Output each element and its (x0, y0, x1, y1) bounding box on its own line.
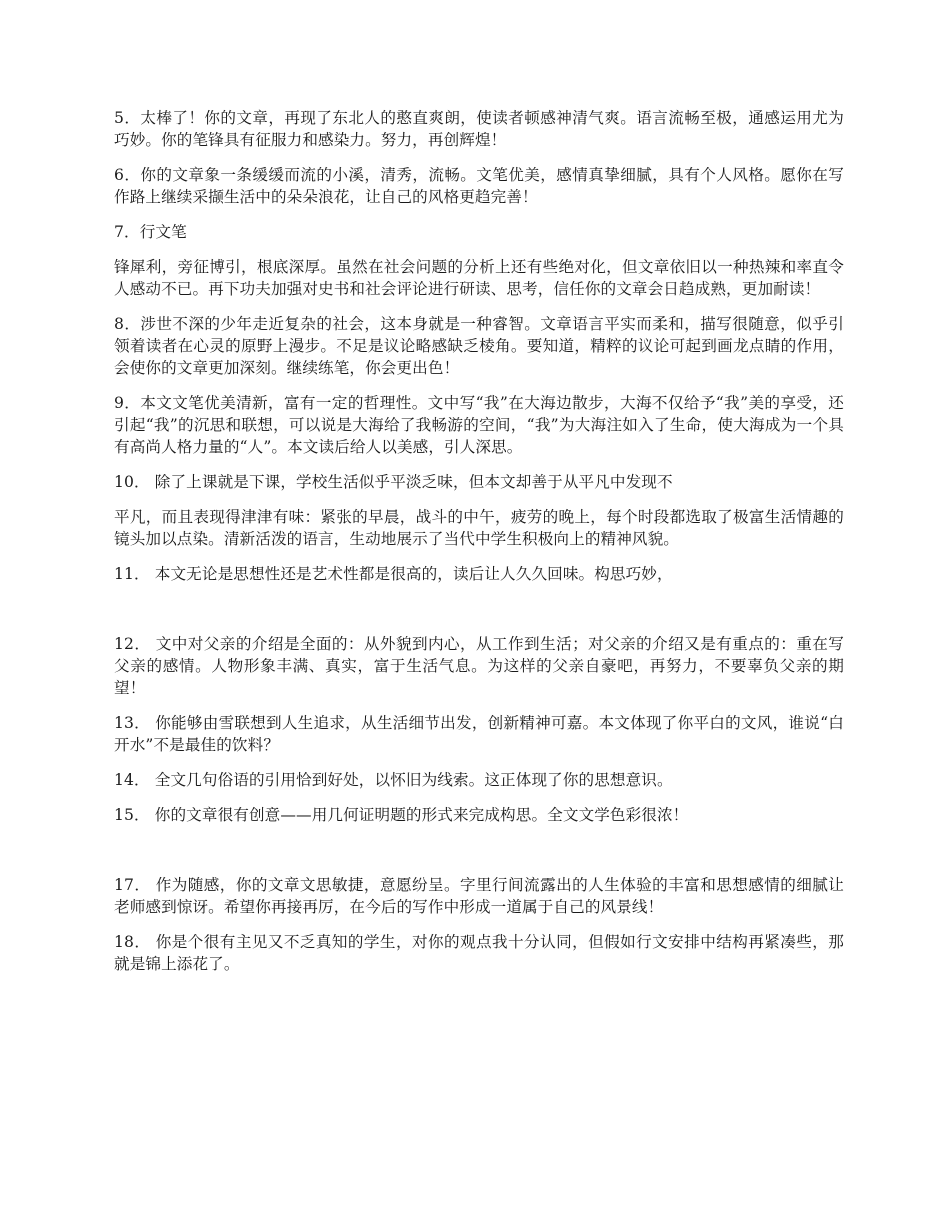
comment-13: 13． 你能够由雪联想到人生追求，从生活细节出发，创新精神可嘉。本文体现了你平白的文风，谁说“白开水”不是最佳的饮料？ (114, 714, 844, 754)
comment-9: 9．本文文笔优美清新，富有一定的哲理性。文中写“我”在大海边散步，大海不仅给予“我”美的享受，还引起“我”的沉思和联想，可以说是大海给了我畅游的空间，“我”为大海注如入了生命，使大海成为一个具有高尚人格力量的“人”。本文读后给人以美感，引人深思。 (114, 394, 844, 456)
comment-15: 15． 你的文章很有创意——用几何证明题的形式来完成构思。全文文学色彩很浓！ (114, 806, 689, 824)
comment-6: 6．你的文章象一条缓缓而流的小溪，清秀，流畅。文笔优美，感情真挚细腻，具有个人风格。愿你在写作路上继续采撷生活中的朵朵浪花，让自己的风格更趋完善！ (114, 166, 844, 206)
comment-14: 14． 全文几句俗语的引用恰到好处，以怀旧为线索。这正体现了你的思想意识。 (114, 771, 673, 789)
comment-7-heading: 7．行文笔 (114, 223, 187, 241)
comment-8: 8．涉世不深的少年走近复杂的社会，这本身就是一种睿智。文章语言平实而柔和，描写很随意，似乎引领着读者在心灵的原野上漫步。不足是议论略感缺乏棱角。要知道，精粹的议论可起到画龙点睛的作用，会使你的文章更加深刻。继续练笔，你会更出色！ (114, 315, 844, 377)
comment-7-body: 锋犀利，旁征博引，根底深厚。虽然在社会问题的分析上还有些绝对化，但文章依旧以一种热辣和率直令人感动不已。再下功夫加强对史书和社会评论进行研读、思考，信任你的文章会日趋成熟，更加耐读！ (114, 258, 844, 298)
document-page (114, 107, 844, 988)
comment-12: 12． 文中对父亲的介绍是全面的：从外貌到内心，从工作到生活；对父亲的介绍又是有重点的：重在写父亲的感情。人物形象丰满、真实，富于生活气息。为这样的父亲自豪吧，再努力，不要辜负父亲的期望！ (114, 635, 844, 697)
comment-10-body: 平凡，而且表现得津津有味：紧张的早晨，战斗的中午，疲劳的晚上，每个时段都选取了极富生活情趣的镜头加以点染。清新活泼的语言，生动地展示了当代中学生积极向上的精神风貌。 (114, 508, 844, 548)
comment-5: 5．太棒了！你的文章，再现了东北人的憨直爽朗，使读者顿感神清气爽。语言流畅至极，通感运用尤为巧妙。你的笔锋具有征服力和感染力。努力，再创辉煌！ (114, 109, 844, 149)
comment-18: 18． 你是个很有主见又不乏真知的学生，对你的观点我十分认同，但假如行文安排中结构再紧凑些，那就是锦上添花了。 (114, 933, 844, 973)
comment-17: 17． 作为随感，你的文章文思敏捷，意愿纷呈。字里行间流露出的人生体验的丰富和思想感情的细腻让老师感到惊讶。希望你再接再厉，在今后的写作中形成一道属于自己的风景线！ (114, 876, 844, 916)
comment-10-heading: 10． 除了上课就是下课，学校生活似乎平淡乏味，但本文却善于从平凡中发现不 (114, 473, 673, 491)
comment-11: 11． 本文无论是思想性还是艺术性都是很高的，读后让人久久回味。构思巧妙， (114, 565, 673, 583)
